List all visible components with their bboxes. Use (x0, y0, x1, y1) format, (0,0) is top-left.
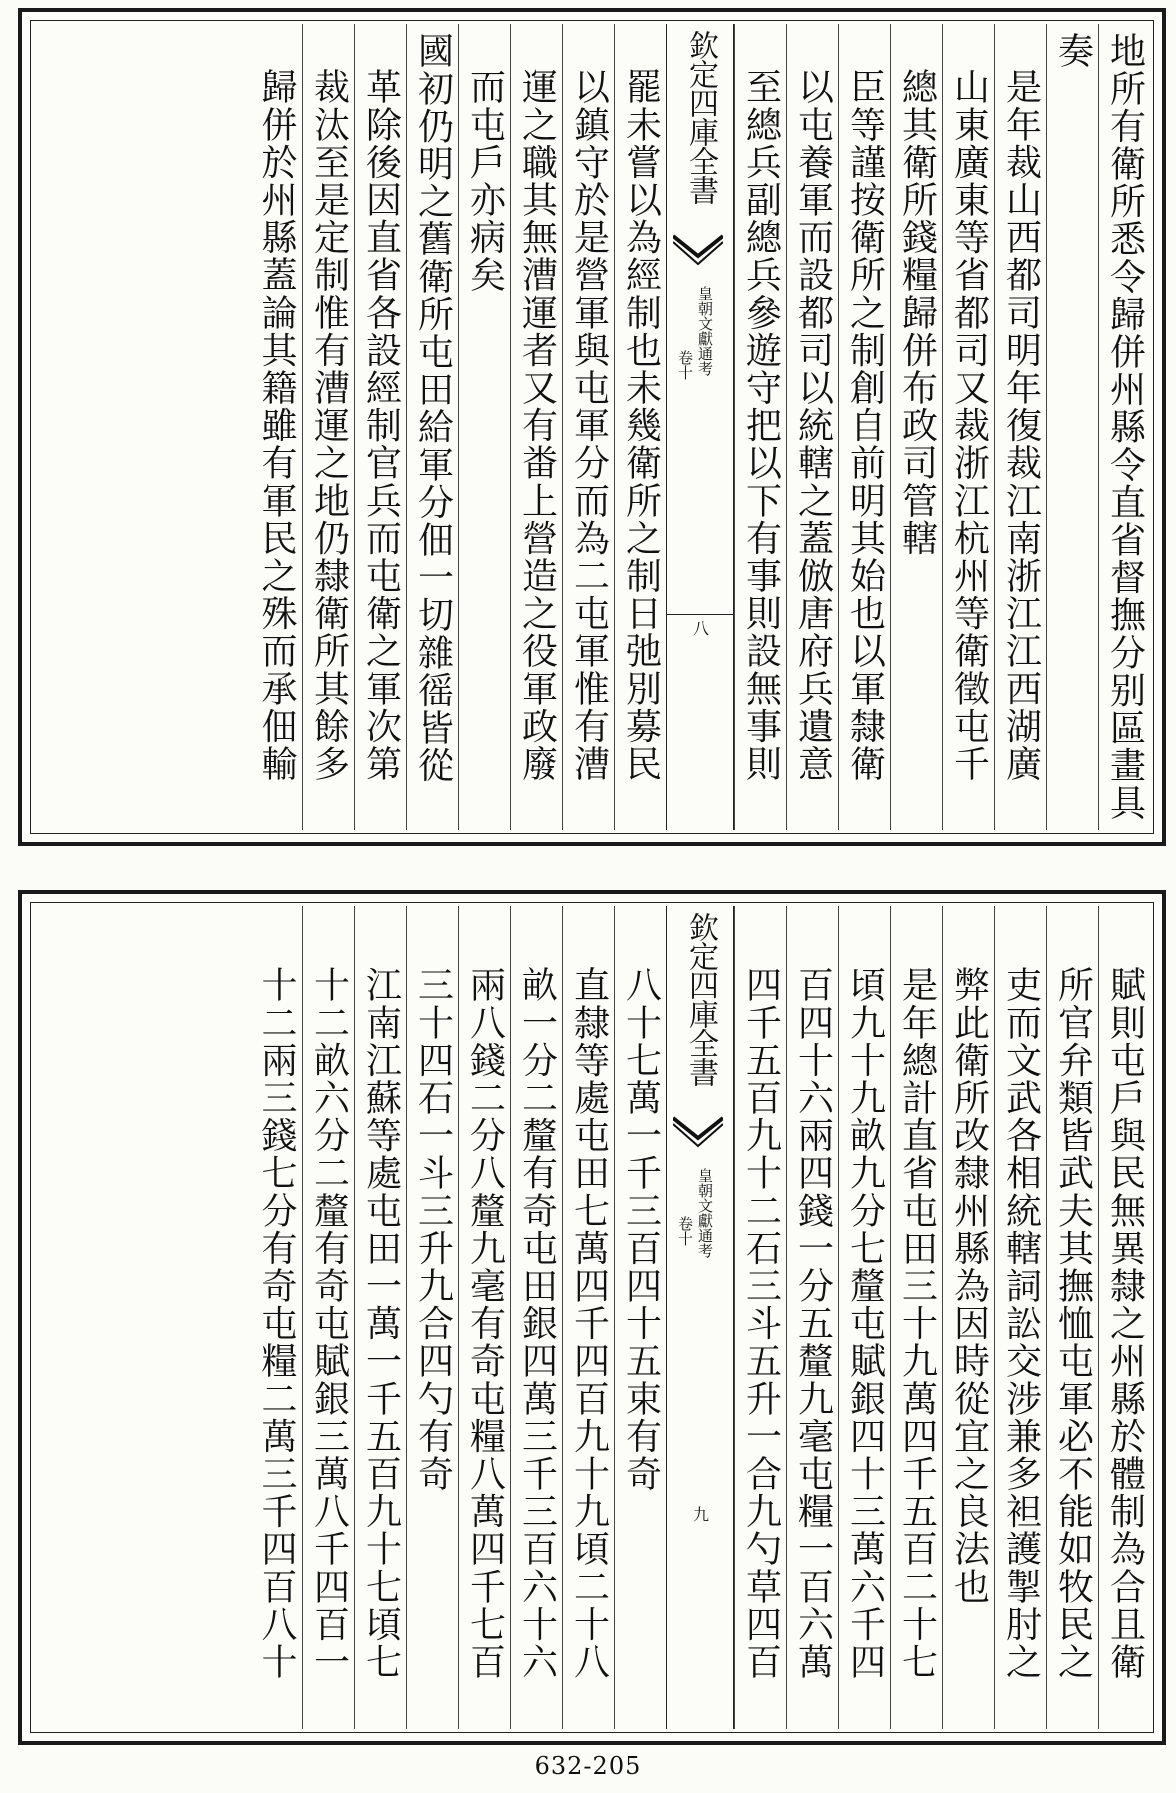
leaf-number: 八 (690, 620, 710, 636)
text-column: 以鎮守於是營軍與屯軍分而為二屯軍惟有漕 (562, 24, 614, 830)
text-column: 地所有衛所悉令歸併州縣令直省督撫分别區畫具 (1098, 24, 1150, 830)
text-column: 直隸等處屯田七萬四千四百九十九頃二十八 (562, 906, 614, 1729)
text-column: 三十四石一斗三升九合四勺有奇 (406, 906, 458, 1729)
text-column: 弊此衛所改隸州縣為因時從宜之良法也 (942, 906, 994, 1729)
book-title: 皇朝文獻通考 (696, 286, 714, 376)
text-column: 賦則屯戶與民無異隸之州縣於體制為合且衛 (1098, 906, 1150, 1729)
collection-title: 欽定四庫全書 (683, 30, 718, 204)
text-column: 江南江蘇等處屯田一萬一千五百九十七頃七 (354, 906, 406, 1729)
text-column: 四千五百九十二石三斗五升一合九勺草四百 (734, 906, 786, 1729)
text-column: 以屯養軍而設都司以統轄之蓋倣唐府兵遺意 (786, 24, 838, 830)
text-column: 而屯戶亦病矣 (458, 24, 510, 830)
bottom-columns (34, 906, 1150, 1729)
text-column: 百四十六兩四錢一分五釐九毫屯糧一百六萬 (786, 906, 838, 1729)
leaf-number: 九 (690, 1506, 710, 1522)
text-column: 山東廣東等省都司又裁浙江杭州等衛徵屯千 (942, 24, 994, 830)
banner-divider (667, 614, 733, 615)
fish-tail-mark-icon (673, 234, 723, 270)
collection-title: 欽定四庫全書 (683, 912, 718, 1086)
bottom-page (18, 890, 1166, 1745)
text-column: 裁汰至是定制惟有漕運之地仍隸衛所其餘多 (302, 24, 354, 830)
text-column: 畝一分二釐有奇屯田銀四萬三千三百六十六 (510, 906, 562, 1729)
text-column: 歸併於州縣蓋論其籍雖有軍民之殊而承佃輸 (256, 68, 297, 783)
text-column: 國初仍明之舊衛所屯田給軍分佃一切雜徭皆從 (406, 24, 458, 830)
center-banner (666, 906, 734, 1729)
text-column: 八十七萬一千三百四十五束有奇 (614, 906, 666, 1729)
text-column: 兩八錢二分八釐九毫有奇屯糧八萬四千七百 (458, 906, 510, 1729)
volume-label: 卷十 (676, 1216, 694, 1246)
text-column: 總其衛所錢糧歸併布政司管轄 (890, 24, 942, 830)
text-column: 是年總計直省屯田三十九萬四千五百二十七 (890, 906, 942, 1729)
fish-tail-mark-icon (673, 1116, 723, 1152)
top-page (18, 8, 1166, 846)
top-columns (34, 24, 1150, 830)
text-column: 所官弁類皆武夫其撫恤屯軍必不能如牧民之 (1046, 906, 1098, 1729)
book-title: 皇朝文獻通考 (696, 1168, 714, 1258)
text-column: 十二畝六分二釐有奇屯賦銀三萬八千四百一 (302, 906, 354, 1729)
text-column: 頃九十九畝九分七釐屯賦銀四十三萬六千四 (838, 906, 890, 1729)
text-column: 革除後因直省各設經制官兵而屯衛之軍次第 (354, 24, 406, 830)
text-column: 十二兩三錢七分有奇屯糧二萬三千四百八十 (256, 966, 297, 1681)
text-column: 罷未嘗以為經制也未幾衛所之制日弛別募民 (614, 24, 666, 830)
page-number: 632-205 (534, 1752, 642, 1780)
text-column: 運之職其無漕運者又有畨上營造之役軍政廢 (510, 24, 562, 830)
text-column: 至總兵副總兵參遊守把以下有事則設無事則 (734, 24, 786, 830)
text-column: 是年裁山西都司明年復裁江南浙江江西湖廣 (994, 24, 1046, 830)
text-column: 臣等謹按衛所之制創自前明其始也以軍隸衛 (838, 24, 890, 830)
text-column: 吏而文武各相統轄詞訟交涉兼多袒護掣肘之 (994, 906, 1046, 1729)
volume-label: 卷十 (676, 350, 694, 380)
text-column: 奏 (1046, 24, 1098, 830)
center-banner (666, 24, 734, 830)
